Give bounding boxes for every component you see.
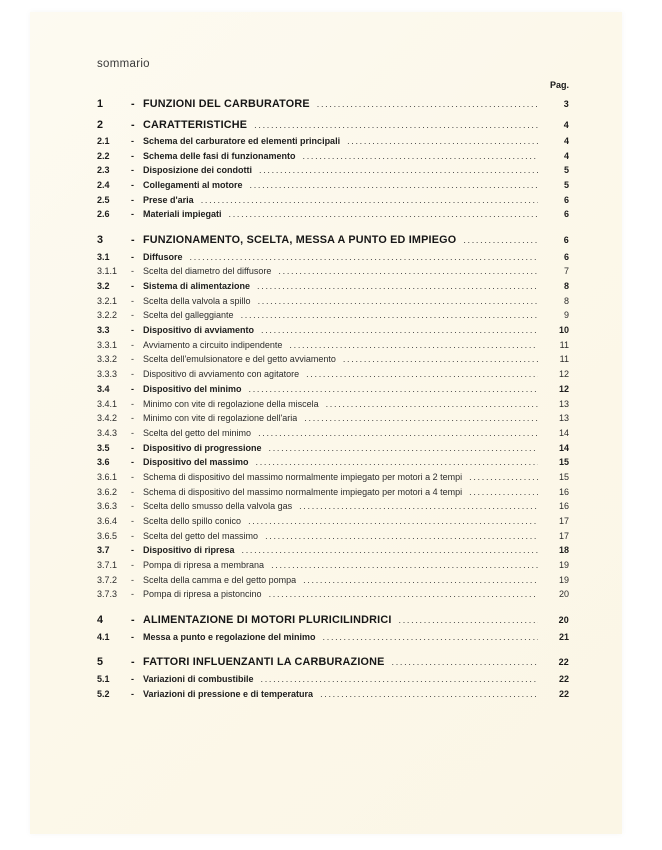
entry-page-number: 11 [559,354,569,365]
entry-separator: - [131,413,134,424]
entry-separator: - [131,398,134,409]
toc-entry [97,543,569,558]
entry-number: 3.4 [97,383,110,394]
dot-leader [317,96,538,114]
entry-number: 3 [97,234,104,247]
entry-page-number: 9 [563,310,569,321]
toc-entry [97,441,569,456]
entry-title: FATTORI INFLUENZANTI LA CARBURAZIONE [143,656,385,669]
toc-entry [97,470,569,485]
toc-list [97,96,569,701]
entry-separator: - [131,194,134,205]
dot-leader [289,338,538,353]
entry-number: 3.6.5 [97,530,118,541]
dot-leader [306,367,538,382]
toc-entry [97,338,569,353]
entry-page-number: 13 [558,413,569,424]
entry-number: 2.6 [97,209,110,220]
entry-number: 5.2 [97,688,110,699]
entry-page-number: 4 [563,150,569,161]
entry-separator: - [131,150,134,161]
toc-entry [97,672,569,687]
entry-title: Diffusore [143,251,183,262]
toc-entry [97,630,569,645]
entry-title: Scelta del getto del minimo [143,427,252,438]
entry-title: Variazioni di combustibile [143,673,254,684]
toc-entry [97,612,569,630]
dot-leader [303,573,538,588]
dot-leader [258,294,538,309]
entry-separator: - [131,530,134,541]
entry-number: 3.3.2 [97,354,118,365]
dot-leader [399,612,538,630]
entry-separator: - [131,501,134,512]
entry-separator: - [131,165,134,176]
entry-page-number: 7 [563,266,569,277]
entry-title: Scelta della camma e del getto pompa [143,574,297,585]
dot-leader [201,193,538,208]
dot-leader [320,687,538,702]
entry-page-number: 3 [563,99,569,109]
toc-entry [97,264,569,279]
entry-page-number: 18 [558,545,569,556]
entry-title: Pompa di ripresa a membrana [143,560,265,571]
entry-separator: - [131,251,134,262]
entry-title: Scelta della valvola a spillo [143,295,251,306]
entry-page-number: 19 [558,560,569,571]
toc-entry [97,367,569,382]
entry-title: Schema di dispositivo del massimo normalmente impiegato per motori a 4 tempi [143,486,463,497]
dot-leader [278,264,538,279]
entry-separator: - [131,281,134,291]
toc-entry [97,485,569,500]
entry-page-number: 14 [558,442,569,453]
dot-leader [299,499,538,514]
toc-entry [97,411,569,426]
entry-page-number: 4 [563,136,569,146]
dot-leader [254,117,538,135]
entry-page-number: 20 [558,615,569,626]
dot-leader [265,529,538,544]
entry-number: 3.1.1 [97,266,118,277]
toc-entry [97,573,569,588]
toc-entry [97,426,569,441]
entry-title: Dispositivo di progressione [143,442,262,453]
entry-page-number: 15 [558,457,569,468]
entry-page-number: 5 [563,180,569,191]
entry-page-number: 8 [563,281,569,291]
page-title: sommario [97,58,150,70]
entry-number: 3.3.1 [97,339,118,350]
entry-page-number: 6 [563,251,569,262]
entry-page-number: 22 [558,673,569,684]
entry-separator: - [131,234,135,247]
entry-page-number: 20 [558,589,569,600]
entry-separator: - [131,486,134,497]
toc-entry [97,250,569,265]
entry-page-number: 10 [558,325,569,336]
dot-leader [303,149,538,164]
toc-entry [97,514,569,529]
entry-separator: - [131,427,134,438]
entry-title: Pompa di ripresa a pistoncino [143,589,262,600]
dot-leader [392,654,538,672]
entry-number: 3.3 [97,325,110,336]
entry-title: Scelta dello smusso della valvola gas [143,501,293,512]
toc-entry [97,294,569,309]
entry-page-number: 22 [558,688,569,699]
entry-title: ALIMENTAZIONE DI MOTORI PLURICILINDRICI [143,614,392,627]
toc-entry [97,687,569,702]
entry-separator: - [131,369,134,380]
entry-number: 5.1 [97,673,110,684]
entry-number: 3.2.1 [97,295,118,306]
entry-number: 3.4.2 [97,413,118,424]
toc-entry [97,397,569,412]
entry-number: 3.1 [97,251,110,262]
entry-number: 3.2 [97,281,110,291]
toc-entry [97,193,569,208]
entry-separator: - [131,310,134,321]
dot-leader [271,558,538,573]
entry-number: 4 [97,614,104,627]
entry-page-number: 4 [563,119,569,130]
entry-page-number: 12 [558,369,569,380]
entry-number: 2.5 [97,194,110,205]
entry-title: Dispositivo del minimo [143,383,242,394]
entry-separator: - [131,339,134,350]
dot-leader [248,514,538,529]
entry-title: Dispositivo di avviamento con agitatore [143,369,300,380]
entry-separator: - [131,295,134,306]
entry-number: 3.6.4 [97,516,118,526]
toc-entry [97,587,569,602]
entry-page-number: 6 [563,209,569,220]
entry-title: Dispositivo di avviamento [143,325,255,336]
toc-entry [97,499,569,514]
entry-title: Schema di dispositivo del massimo normalmente impiegato per motori a 2 tempi [143,471,463,482]
entry-separator: - [131,325,134,336]
entry-number: 2 [97,118,104,131]
toc-entry [97,96,569,114]
entry-title: Avviamento a circuito indipendente [143,339,283,350]
entry-number: 3.7 [97,545,110,556]
dot-leader [463,232,538,250]
entry-page-number: 14 [558,427,569,438]
toc-entry [97,117,569,135]
entry-page-number: 5 [563,165,569,176]
table-of-contents [97,58,569,701]
toc-entry [97,308,569,323]
entry-separator: - [131,98,135,110]
dot-leader [326,397,538,412]
toc-entry [97,149,569,164]
entry-number: 3.7.1 [97,560,118,571]
entry-page-number: 13 [558,398,569,409]
entry-separator: - [131,656,135,669]
entry-title: Dispositivo del massimo [143,457,249,468]
entry-title: Schema delle fasi di funzionamento [143,150,296,161]
entry-page-number: 12 [558,383,569,394]
dot-leader [269,441,538,456]
entry-number: 3.6.1 [97,471,118,482]
entry-number: 3.6 [97,457,110,468]
entry-separator: - [131,180,134,191]
entry-title: Dispositivo di ripresa [143,545,235,556]
entry-page-number: 15 [558,471,569,482]
scanned-page [30,12,622,834]
entry-number: 1 [97,98,104,110]
entry-separator: - [131,574,134,585]
entry-separator: - [131,266,134,277]
entry-title: CARATTERISTICHE [143,118,248,131]
toc-entry [97,352,569,367]
entry-number: 5 [97,656,104,669]
entry-title: Prese d'aria [143,194,194,205]
toc-entry [97,207,569,222]
entry-title: Sistema di alimentazione [143,281,251,291]
dot-leader [323,630,538,645]
toc-entry [97,134,569,149]
dot-leader [343,352,538,367]
entry-page-number: 17 [558,530,569,541]
toc-entry [97,163,569,178]
entry-title: Messa a punto e regolazione del minimo [143,631,316,642]
entry-separator: - [131,118,135,131]
entry-separator: - [131,442,134,453]
entry-separator: - [131,688,134,699]
entry-number: 3.7.3 [97,589,118,600]
toc-entry [97,178,569,193]
dot-leader [261,672,538,687]
toc-entry [97,654,569,672]
dot-leader [469,470,538,485]
entry-number: 3.6.2 [97,486,118,497]
entry-page-number: 16 [558,486,569,497]
dot-leader [269,587,538,602]
entry-page-number: 6 [563,194,569,205]
entry-separator: - [131,631,134,642]
entry-separator: - [131,673,134,684]
entry-title: Disposizione dei condotti [143,165,253,176]
dot-leader [347,134,538,149]
page-column-header: Pag. [549,80,569,90]
dot-leader [257,279,538,294]
dot-leader [190,250,538,265]
entry-page-number: 8 [563,295,569,306]
dot-leader [242,543,538,558]
entry-page-number: 19 [558,574,569,585]
entry-title: Collegamenti al motore [143,180,243,191]
dot-leader [256,455,538,470]
dot-leader [258,426,538,441]
dot-leader [249,382,538,397]
entry-number: 4.1 [97,631,110,642]
entry-title: Scelta del galleggiante [143,310,234,321]
entry-separator: - [131,516,134,526]
entry-number: 3.7.2 [97,574,118,585]
entry-separator: - [131,209,134,220]
entry-number: 3.5 [97,442,110,453]
entry-number: 2.2 [97,150,110,161]
dot-leader [259,163,538,178]
toc-entry [97,279,569,294]
toc-entry [97,529,569,544]
entry-page-number: 16 [558,501,569,512]
entry-page-number: 21 [558,631,569,642]
entry-title: Scelta dello spillo conico [143,516,242,526]
dot-leader [241,308,538,323]
entry-title: Scelta del getto del massimo [143,530,259,541]
dot-leader [469,485,538,500]
toc-entry [97,232,569,250]
entry-number: 3.3.3 [97,369,118,380]
toc-entry [97,558,569,573]
entry-title: Materiali impiegati [143,209,222,220]
toc-entry [97,323,569,338]
entry-title: Minimo con vite di regolazione dell'aria [143,413,298,424]
entry-title: FUNZIONAMENTO, SCELTA, MESSA A PUNTO ED IMPIEGO [143,234,457,247]
entry-number: 2.3 [97,165,110,176]
entry-separator: - [131,545,134,556]
dot-leader [229,207,538,222]
entry-title: Minimo con vite di regolazione della miscela [143,398,319,409]
entry-number: 3.2.2 [97,310,118,321]
entry-separator: - [131,471,134,482]
entry-page-number: 11 [559,339,569,350]
entry-page-number: 6 [563,235,569,246]
entry-number: 2.1 [97,136,110,146]
entry-page-number: 17 [558,516,569,526]
dot-leader [261,323,538,338]
toc-entry [97,455,569,470]
dot-leader [250,178,538,193]
entry-title: Variazioni di pressione e di temperatura [143,688,314,699]
entry-separator: - [131,560,134,571]
entry-number: 2.4 [97,180,110,191]
entry-number: 3.4.3 [97,427,118,438]
entry-number: 3.4.1 [97,398,118,409]
entry-title: Scelta dell'emulsionatore e del getto avviamento [143,354,336,365]
dot-leader [304,411,538,426]
entry-title: FUNZIONI DEL CARBURATORE [143,98,310,110]
entry-number: 3.6.3 [97,501,118,512]
entry-separator: - [131,383,134,394]
entry-separator: - [131,589,134,600]
entry-separator: - [131,614,135,627]
entry-page-number: 22 [558,657,569,668]
entry-separator: - [131,136,134,146]
entry-separator: - [131,354,134,365]
toc-entry [97,382,569,397]
entry-title: Schema del carburatore ed elementi principali [143,136,341,146]
entry-title: Scelta del diametro del diffusore [143,266,272,277]
entry-separator: - [131,457,134,468]
